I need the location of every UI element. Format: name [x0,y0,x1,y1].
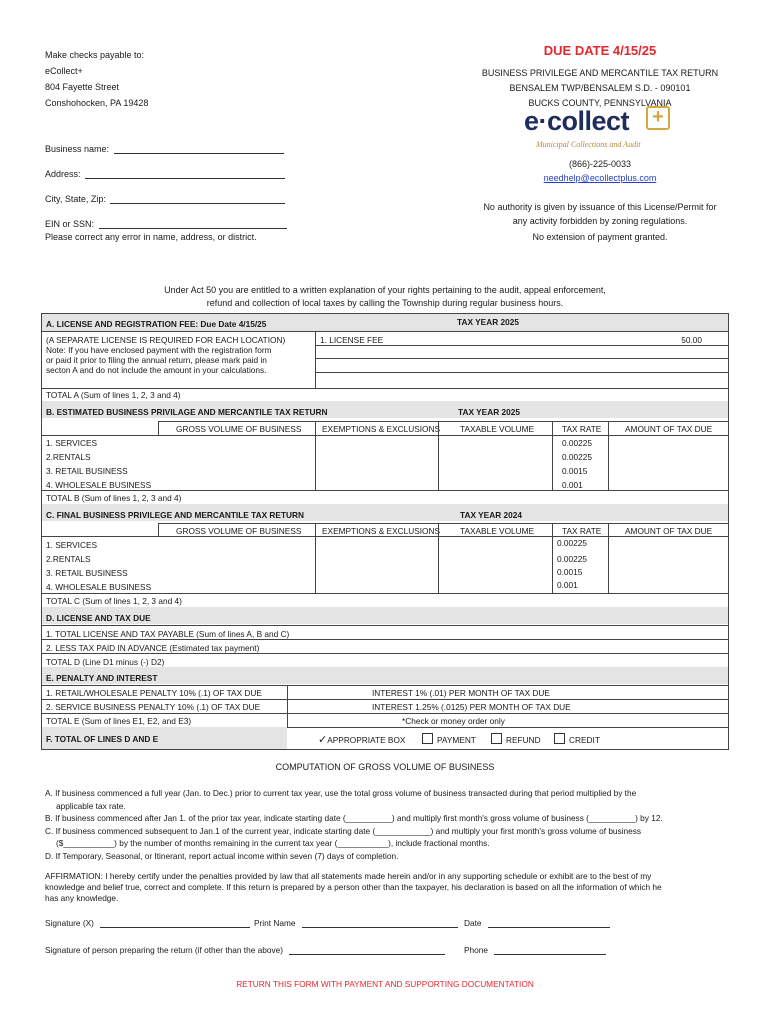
e-line: 1. RETAIL/WHOLESALE PENALTY 10% (.1) OF TAX DUE [46,688,262,698]
affirmation [45,871,735,904]
signature-label: Signature (X) [45,918,94,928]
contact-email[interactable]: needhelp@ecollectplus.com [543,173,657,183]
section-c-tax-year: TAX YEAR 2024 [460,510,522,520]
c-row-rate: 0.00225 [557,538,587,548]
ein-line[interactable] [99,228,287,229]
business-name-line[interactable] [114,153,284,154]
business-name-label: Business name: [45,144,110,154]
c-row-rate: 0.0015 [557,567,583,577]
return-title-line: BENSALEM TWP/BENSALEM S.D. - 090101 [509,83,691,93]
city-label: City, State, Zip: [45,194,106,204]
c-row-rate: 0.001 [557,580,578,590]
date-label: Date [464,918,482,928]
section-c-title: C. FINAL BUSINESS PRIVILEGE AND MERCANTILE TAX RETURN [46,510,304,520]
appropriate-box-label: APPROPRIATE BOX [327,735,406,745]
preparer-signature-field[interactable] [45,945,445,955]
note-line: or paid it prior to filing the annual return, please mark paid in [46,355,267,365]
address-label: Address: [45,169,81,179]
affirmation-line: AFFIRMATION: I hereby certify under the penalties provided by law that all statements made herein and/or in any supporting schedule or exhibit are to the best of my [45,871,652,881]
act50-line: Under Act 50 you are entitled to a written explanation of your rights pertaining to the audit, appeal enforcement, [164,285,606,295]
section-a-note [46,335,285,375]
total-c: TOTAL C (Sum of lines 1, 2, 3 and 4) [46,596,182,606]
date-line[interactable] [488,927,610,928]
d-line: TOTAL D (Line D1 minus (-) D2) [46,657,165,667]
b-row-label: 2.RENTALS [46,452,91,462]
col-amount: AMOUNT OF TAX DUE [625,526,713,536]
computation-text [45,787,735,862]
col-exemptions: EXEMPTIONS & EXCLUSIONS [322,526,441,536]
act50-line: refund and collection of local taxes by calling the Township during regular business hours. [206,298,564,308]
col-taxable: TAXABLE VOLUME [460,526,535,536]
d-line: 1. TOTAL LICENSE AND TAX PAYABLE (Sum of lines A, B and C) [46,629,290,639]
checkmark-icon: ✓ [318,734,328,746]
d-line: 2. LESS TAX PAID IN ADVANCE (Estimated tax payment) [46,643,260,653]
section-e-title: E. PENALTY AND INTEREST [46,673,158,683]
signature-line[interactable] [100,927,250,928]
ecollect-logo [524,106,674,154]
computation-line: A. If business commenced a full year (Jan. to Dec.) prior to current tax year, use the total gross volume of business transacted during that period multiplied by the [45,788,637,798]
payee-block [45,47,148,111]
computation-line: C. If business commenced subsequent to Jan.1 of the current year, indicate starting date (____________) and multiply your first month's gross volume of business [45,825,642,836]
due-date: DUE DATE 4/15/25 [543,43,657,58]
address-field[interactable] [45,169,285,179]
logo-tagline: Municipal Collections and Audit [536,140,641,149]
phone-field[interactable] [464,945,606,955]
payee-city: Conshohocken, PA 19428 [45,98,149,108]
c-row-label: 3. RETAIL BUSINESS [46,568,128,578]
check-only-note: *Check or money order only [402,716,505,726]
contact-phone: (866)-225-0033 [568,159,632,169]
license-fee-label: 1. LICENSE FEE [320,335,384,345]
credit-option[interactable] [554,733,600,745]
preparer-signature-line[interactable] [289,954,445,955]
computation-line: ($___________) by the number of months remaining in the current tax year (___________), include fractional months. [56,838,490,848]
ein-field[interactable] [45,219,287,229]
note-line: secton A and do not include the amount in your calculations. [46,365,267,375]
col-taxable: TAXABLE VOLUME [460,424,535,434]
col-amount: AMOUNT OF TAX DUE [625,424,713,434]
phone-label: Phone [464,945,488,955]
col-rate: TAX RATE [562,424,602,434]
b-row-label: 4. WHOLESALE BUSINESS [46,480,152,490]
col-rate: TAX RATE [562,526,602,536]
address-line[interactable] [85,178,285,179]
affirmation-line: knowledge and belief true, correct and complete. If this return is prepared by a person other than the taxpayer, his declaration is based on all the information of which he [45,882,662,892]
computation-title: COMPUTATION OF GROSS VOLUME OF BUSINESS [275,762,495,772]
b-row-rate: 0.0015 [562,466,588,476]
total-a: TOTAL A (Sum of lines 1, 2, 3 and 4) [46,390,181,400]
interest-line: INTEREST 1% (.01) PER MONTH OF TAX DUE [372,688,550,698]
b-row-label: 1. SERVICES [46,438,98,448]
c-row-label: 2.RENTALS [46,554,91,564]
logo-plus-icon: + [646,106,670,130]
e-line: TOTAL E (Sum of lines E1, E2, and E3) [46,716,192,726]
footer-notice: RETURN THIS FORM WITH PAYMENT AND SUPPORTING DOCUMENTATION [236,979,534,989]
ein-label: EIN or SSN: [45,219,95,229]
act50-notice [60,284,710,310]
refund-label: REFUND [506,735,541,745]
print-name-line[interactable] [302,927,458,928]
print-name-label: Print Name [254,918,296,928]
payment-option[interactable] [422,733,476,745]
c-row-label: 1. SERVICES [46,540,98,550]
license-fee-value[interactable]: 50.00 [681,335,702,345]
col-gross: GROSS VOLUME OF BUSINESS [176,424,302,434]
city-line[interactable] [110,203,285,204]
section-f-title: F. TOTAL OF LINES D AND E [46,734,159,744]
return-title-line: BUCKS COUNTY, PENNSYLVANIA [528,98,672,108]
note-line: Note: If you have enclosed payment with the registration form [46,345,272,355]
section-a-tax-year: TAX YEAR 2025 [457,317,519,327]
authority-line: any activity forbidden by zoning regulations. [512,216,688,226]
b-row-rate: 0.00225 [562,438,592,448]
section-b-tax-year: TAX YEAR 2025 [458,407,520,417]
phone-line[interactable] [494,954,606,955]
credit-label: CREDIT [569,735,600,745]
authority-line: No authority is given by issuance of this License/Permit for [483,202,717,212]
interest-line: INTEREST 1.25% (.0125) PER MONTH OF TAX DUE [372,702,571,712]
e-line: 2. SERVICE BUSINESS PENALTY 10% (.1) OF TAX DUE [46,702,261,712]
computation-line: D. If Temporary, Seasonal, or Itinerant, report actual income within seven (7) days of completion. [45,850,399,861]
payee-name: eCollect+ [45,66,83,76]
section-d-title: D. LICENSE AND TAX DUE [46,613,151,623]
c-row-label: 4. WHOLESALE BUSINESS [46,582,152,592]
col-exemptions: EXEMPTIONS & EXCLUSIONS [322,424,441,434]
c-row-rate: 0.00225 [557,554,587,564]
tax-return-table [41,313,729,750]
business-name-field[interactable] [45,144,284,154]
preparer-signature-label: Signature of person preparing the return (if other than the above) [45,945,283,955]
computation-line: B. If business commenced after Jan 1. of the prior tax year, indicate starting date (__________) and multiply first month's gross volume of business (__________) by 12. [45,813,663,823]
note-line: (A SEPARATE LICENSE IS REQUIRED FOR EACH LOCATION) [46,335,286,345]
logo-text: e·collect [524,106,630,136]
section-a-title: A. LICENSE AND REGISTRATION FEE: Due Date 4/15/25 [46,319,267,329]
b-row-label: 3. RETAIL BUSINESS [46,466,128,476]
date-field[interactable] [464,918,610,928]
authority-notice [440,200,760,228]
return-title [440,66,760,111]
total-b: TOTAL B (Sum of lines 1, 2, 3 and 4) [46,493,182,503]
payment-label: PAYMENT [437,735,476,745]
payee-street: 804 Fayette Street [45,82,120,92]
payee-heading: Make checks payable to: [45,50,145,60]
extension-notice: No extension of payment granted. [532,232,668,242]
refund-checkbox[interactable] [491,733,502,744]
payment-checkbox[interactable] [422,733,433,744]
b-row-rate: 0.00225 [562,452,592,462]
col-gross: GROSS VOLUME OF BUSINESS [176,526,302,536]
refund-option[interactable] [491,733,541,745]
credit-checkbox[interactable] [554,733,565,744]
section-b-title: B. ESTIMATED BUSINESS PRIVILAGE AND MERCANTILE TAX RETURN [46,407,328,417]
appropriate-box [318,733,405,746]
b-row-rate: 0.001 [562,480,583,490]
print-name-field[interactable] [254,918,458,928]
signature-field[interactable] [45,918,250,928]
return-title-line: BUSINESS PRIVILEGE AND MERCANTILE TAX RETURN [481,68,719,78]
computation-line: applicable tax rate. [56,800,126,811]
affirmation-line: has any knowledge. [45,893,119,903]
correction-note: Please correct any error in name, address, or district. [45,232,257,242]
city-field[interactable] [45,194,285,204]
